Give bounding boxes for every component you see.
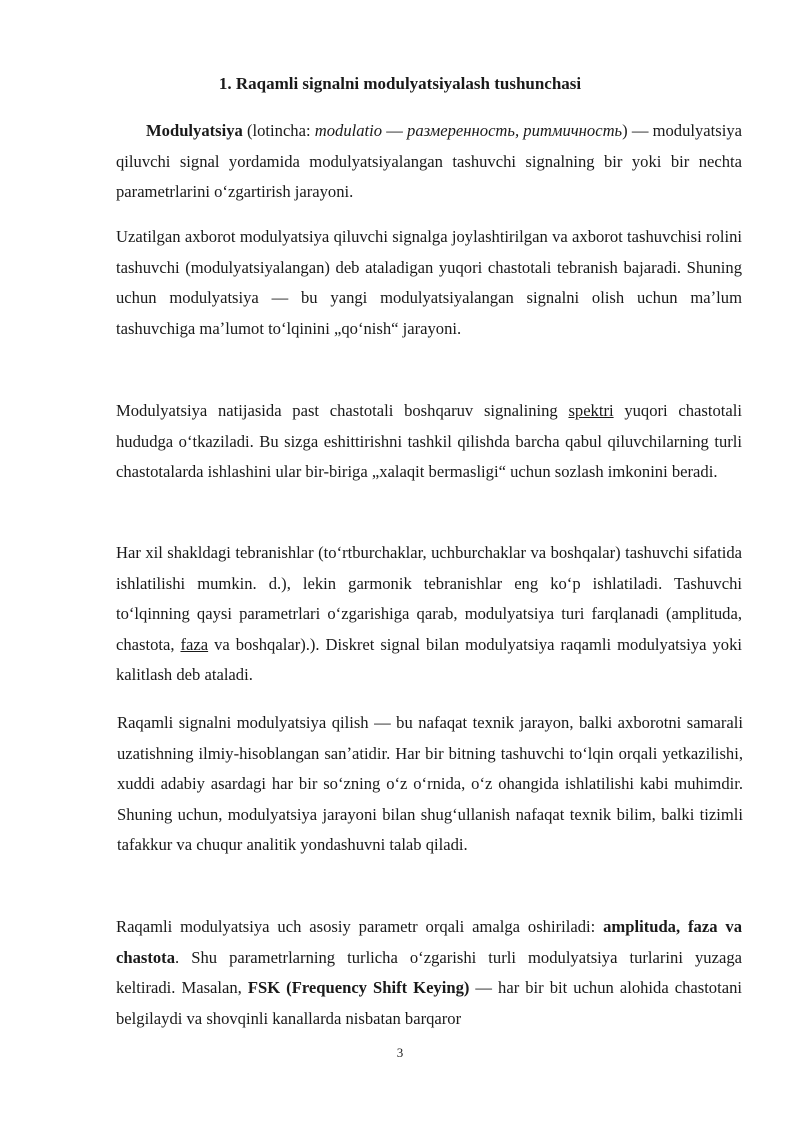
text-fragment: Har xil shakldagi tebranishlar (toʻrtburchaklar, uchburchaklar va boshqalar) tashuvchi sifatida ishlatilishi mumkin. d.), lekin garmonik tebranishlar eng koʻp ishlatiladi. Tashuvchi toʻlqinning qaysi parametrlari oʻzgarishiga qarab, modulyatsiya turi farqlanadi (amplituda, chastota, (116, 543, 742, 654)
text-fragment: . Shu parametrlarning turlicha oʻzgarishi turli modulyatsiya turlarini yuzaga keltiradi. Masalan, (116, 947, 742, 998)
text-fragment: va boshqalar).). Diskret signal bilan modulyatsiya raqamli modulyatsiya yoki kalitlash deb ataladi. (116, 634, 742, 685)
latin-term: modulatio (314, 121, 383, 140)
text-fragment: (lotincha: (242, 121, 315, 140)
link-spektri[interactable]: spektri (568, 401, 614, 420)
text-fragment: — (382, 121, 408, 140)
link-faza[interactable]: faza (180, 634, 209, 654)
paragraph-spectrum (116, 396, 742, 488)
text-fragment: Modulyatsiya natijasida past chastotali boshqaruv signalining (116, 401, 569, 420)
text-fragment: ) — modulyatsiya qiluvchi signal yordamida modulyatsiyalangan tashuvchi signalning bir yoki bir nechta parametrlarini oʻzgartirish jarayoni. (116, 121, 742, 202)
paragraph-parameters (116, 912, 742, 1034)
page-number: 3 (396, 1045, 404, 1060)
text-fragment: yuqori chastotali hududga oʻtkaziladi. Bu sizga eshittirishni tashkil qilishda barcha qabul qiluvchilarning turli chastotalarda ishlashini ular bir-biriga „xalaqit bermasligi“ uchun sozlash imkonini beradi. (116, 401, 742, 482)
russian-term: размеренность, ритмичность (407, 121, 623, 140)
section-title: 1. Raqamli signalni modulyatsiyalash tushunchasi (218, 74, 582, 93)
text-fragment: — har bir bit uchun alohida chastotani belgilaydi va shovqinli kanallarda nisbatan barqaror (116, 978, 742, 1028)
paragraph-carrier: Uzatilgan axborot modulyatsiya qiluvchi signalga joylashtirilgan va axborot tashuvchisi rolini tashuvchi (modulyatsiyalangan) deb ataladigan yuqori chastotali tebranish bajaradi. Shuning uchun modulyatsiya — bu yangi modulyatsiyalangan signalni olish uchun maʼlum tashuvchiga maʼlumot toʻlqinini „qoʻnish“ jarayoni. (116, 227, 742, 338)
paragraph-waveforms (116, 538, 742, 691)
bold-parameters: amplituda, faza va chastota (116, 917, 742, 967)
paragraph-definition (116, 116, 742, 208)
text-fragment: Raqamli modulyatsiya uch asosiy parametr orqali amalga oshiriladi: (116, 917, 604, 936)
term-modulyatsiya: Modulyatsiya (146, 121, 243, 140)
paragraph-digital-modulation: Raqamli signalni modulyatsiya qilish — bu nafaqat texnik jarayon, balki axborotni samarali uzatishning ilmiy-hisoblangan sanʼatidir. Har bir bitning tashuvchi toʻlqin orqali yetkazilishi, xuddi adabiy asardagi har bir soʻzning oʻz oʻrnida, oʻz ohangida ishlatilishi kabi muhimdir. Shuning uchun, modulyatsiya jarayoni bilan shugʻullanish nafaqat texnik bilim, balki tizimli tafakkur va chuqur analitik yondashuvni talab qiladi. (117, 713, 743, 855)
bold-fsk: FSK (Frequency Shift Keying) (247, 978, 470, 998)
